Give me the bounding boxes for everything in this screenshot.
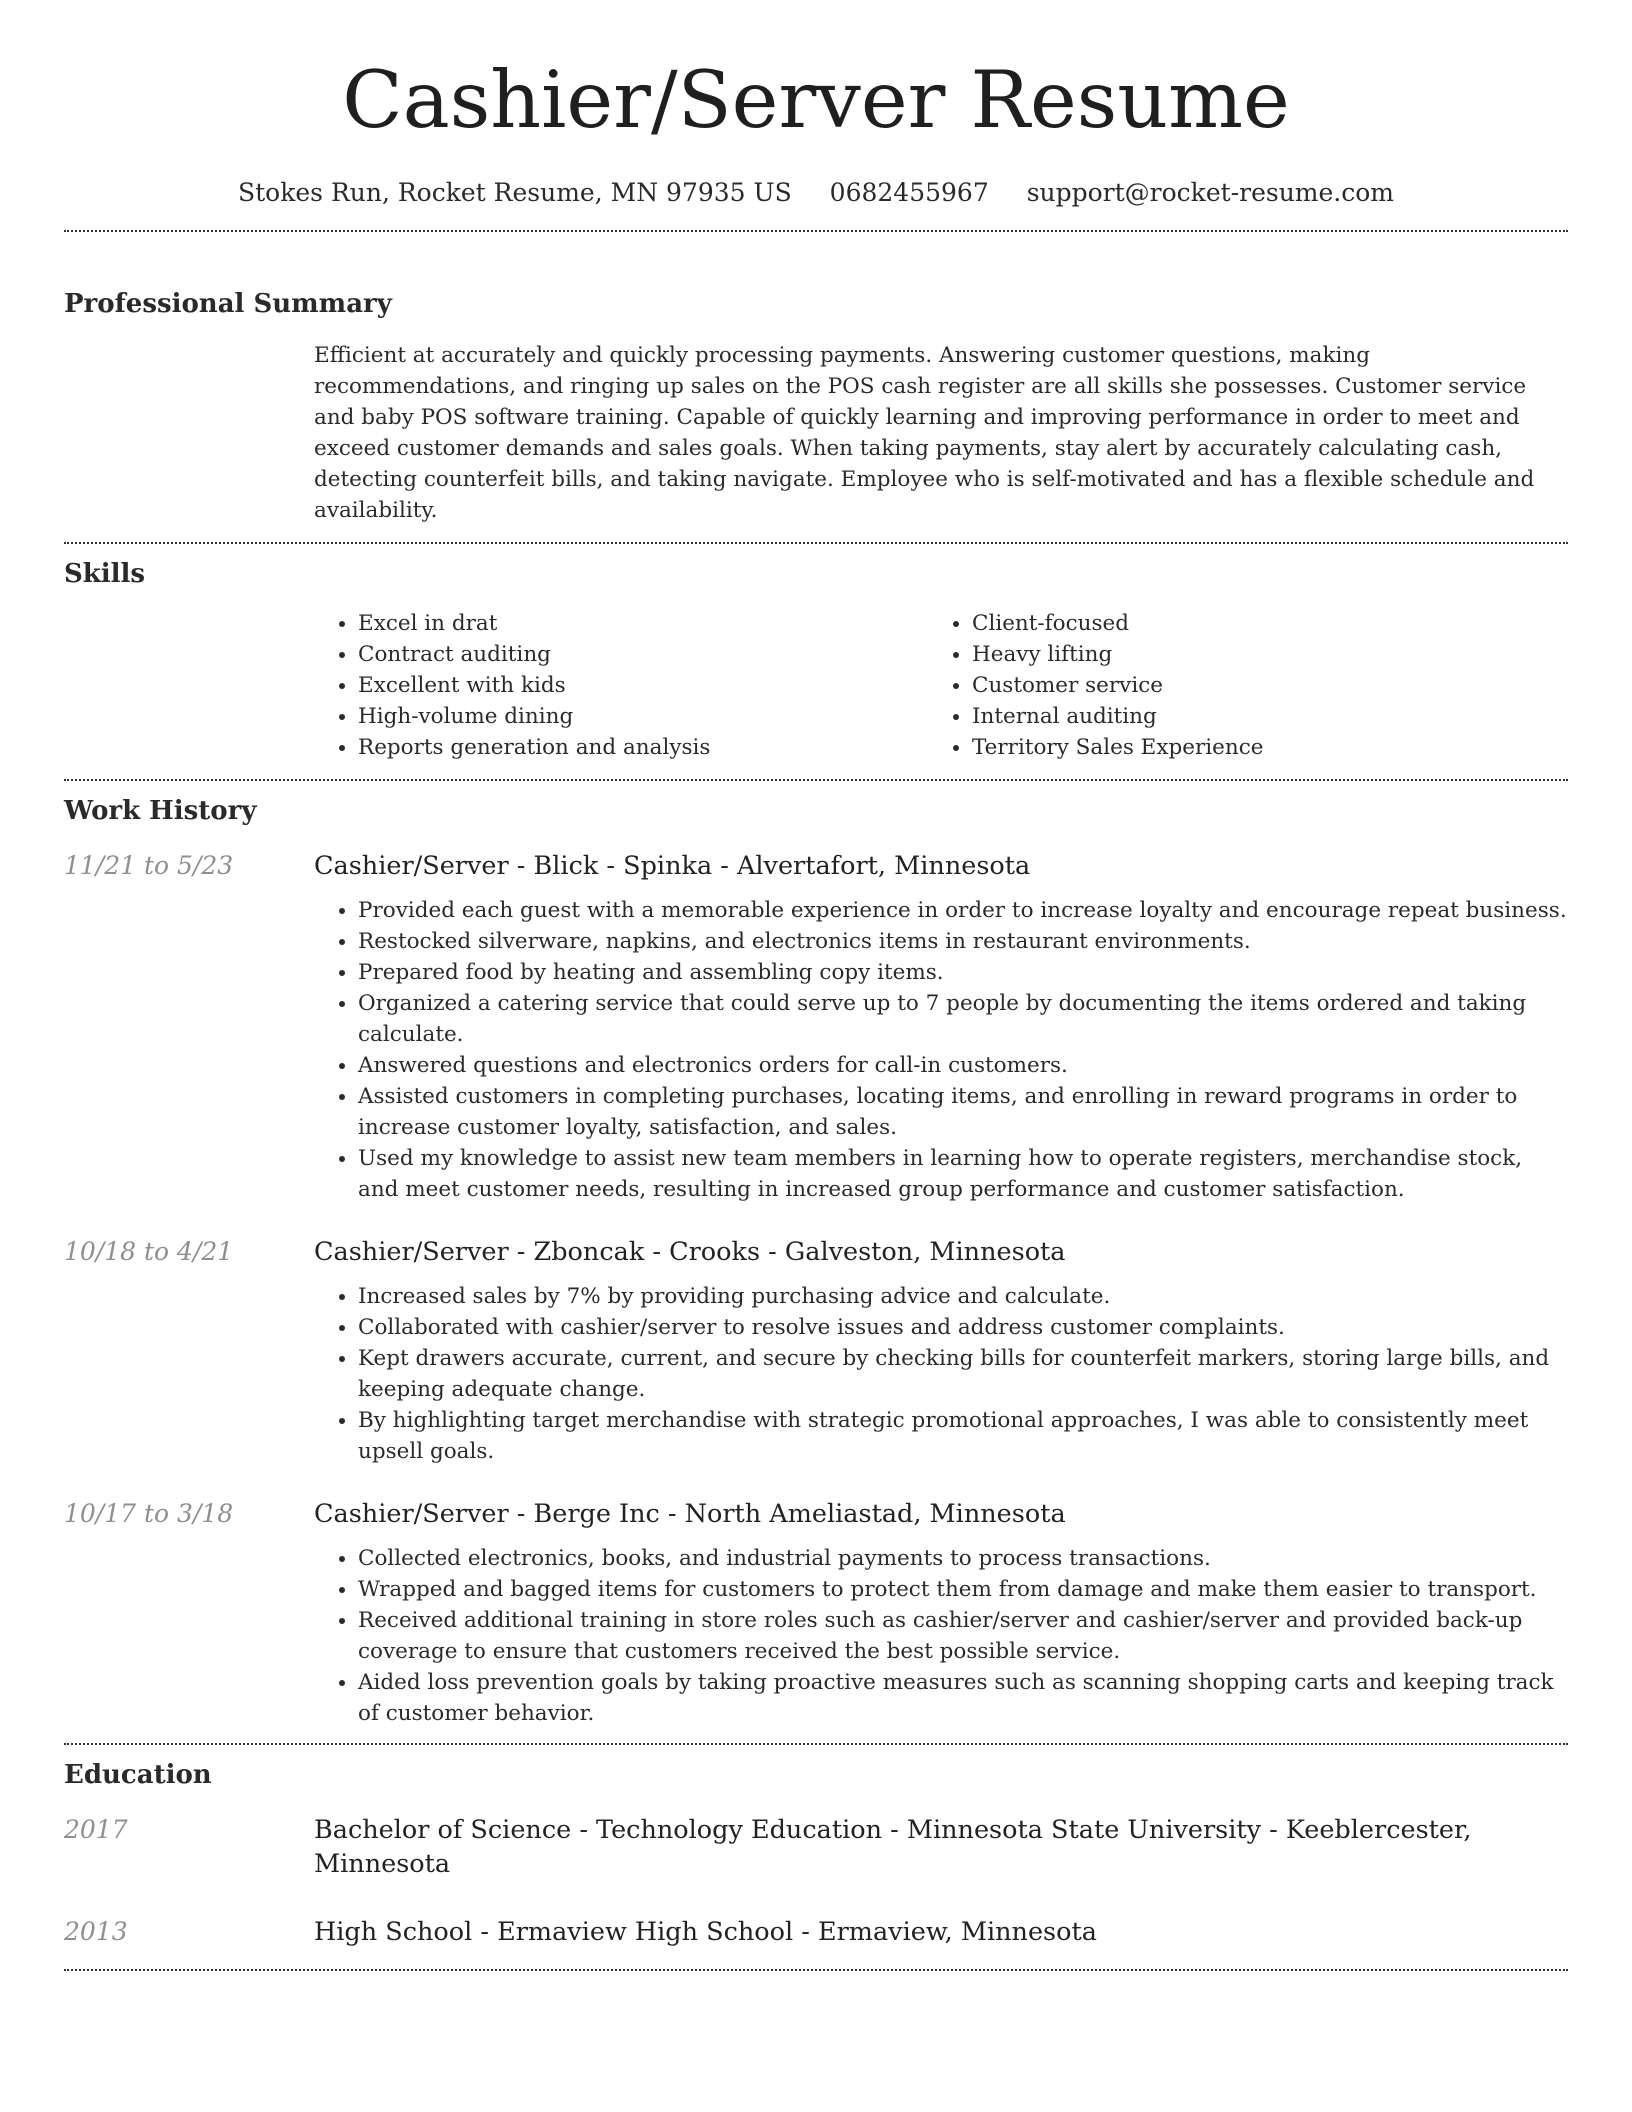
job-details [314,1281,1568,1467]
job-bullet: • Prepared food by heating and assembling copy items. [358,957,1568,988]
contact-email: support@rocket-resume.com [1026,178,1394,207]
job-dates: 10/18 to 4/21 [64,1237,234,1266]
job-title: Cashier/Server - Blick - Spinka - Alvertafort, Minnesota [314,851,1031,881]
job-bullets [314,1543,1568,1729]
job-bullet: • Organized a catering service that could serve up to 7 people by documenting the items ordered and taking calculate. [358,988,1568,1050]
job-bullet: • Kept drawers accurate, current, and secure by checking bills for counterfeit markers, storing large bills, and keeping adequate change. [358,1343,1568,1405]
education-detail: High School - Ermaview High School - Ermaview, Minnesota [314,1917,1097,1947]
job-bullet: • Collaborated with cashier/server to resolve issues and address customer complaints. [358,1312,1568,1343]
job-bullets [314,895,1568,1205]
job-header [64,1497,1568,1531]
divider [64,1969,1568,1971]
work-section [64,793,1568,1729]
job-header [64,1235,1568,1269]
education-section [64,1757,1568,1949]
job-entry [64,849,1568,1205]
education-year: 2017 [64,1815,128,1844]
skill-item: • Customer service [972,670,1542,701]
summary-section [64,286,1568,526]
job-bullet: • Received additional training in store roles such as cashier/server and cashier/server and provided back-up coverage to ensure that customers received the best possible service. [358,1605,1568,1667]
job-bullet: • Restocked silverware, napkins, and electronics items in restaurant environments. [358,926,1568,957]
contact-address: Stokes Run, Rocket Resume, MN 97935 US [238,178,792,207]
job-bullets [314,1281,1568,1467]
education-year: 2013 [64,1917,128,1946]
skill-item: • Excel in drat [358,608,928,639]
divider [64,779,1568,781]
work-heading: Work History [64,796,257,826]
skill-item: • Territory Sales Experience [972,732,1542,763]
education-entry [64,1915,1568,1949]
education-entry [64,1813,1568,1881]
skill-item: • Reports generation and analysis [358,732,928,763]
skills-list-left [314,608,928,763]
contact-line [64,176,1568,210]
resume-title: Cashier/Server Resume [342,54,1290,146]
skill-item: • Contract auditing [358,639,928,670]
job-title: Cashier/Server - Zboncak - Crooks - Galveston, Minnesota [314,1237,1066,1267]
skill-item: • Client-focused [972,608,1542,639]
skills-list-right [928,608,1542,763]
job-bullet: • Collected electronics, books, and industrial payments to process transactions. [358,1543,1568,1574]
job-bullet: • Aided loss prevention goals by taking proactive measures such as scanning shopping carts and keeping track of customer behavior. [358,1667,1568,1729]
job-dates: 11/21 to 5/23 [64,851,234,880]
job-title: Cashier/Server - Berge Inc - North Ameliastad, Minnesota [314,1499,1066,1529]
job-bullet: • Assisted customers in completing purchases, locating items, and enrolling in reward programs in order to increase customer loyalty, satisfaction, and sales. [358,1081,1568,1143]
job-bullet: • Provided each guest with a memorable experience in order to increase loyalty and encourage repeat business. [358,895,1568,926]
job-bullet: • Increased sales by 7% by providing purchasing advice and calculate. [358,1281,1568,1312]
contact-phone: 0682455967 [829,178,989,207]
job-bullet: • Wrapped and bagged items for customers to protect them from damage and make them easier to transport. [358,1574,1568,1605]
education-detail: Bachelor of Science - Technology Education - Minnesota State University - Keeblercester, Minnesota [314,1815,1472,1879]
job-bullet: • Used my knowledge to assist new team members in learning how to operate registers, merchandise stock, and meet customer needs, resulting in increased group performance and customer satisfaction. [358,1143,1568,1205]
job-details [314,895,1568,1205]
job-entry [64,1497,1568,1729]
skills-section [64,556,1568,763]
skills-heading: Skills [64,559,146,589]
skill-item: • High-volume dining [358,701,928,732]
divider [64,1743,1568,1745]
skill-item: • Excellent with kids [358,670,928,701]
education-heading: Education [64,1760,212,1790]
job-header [64,849,1568,883]
skill-item: • Internal auditing [972,701,1542,732]
job-bullet: • By highlighting target merchandise with strategic promotional approaches, I was able to consistently meet upsell goals. [358,1405,1568,1467]
job-dates: 10/17 to 3/18 [64,1499,234,1528]
job-bullet: • Answered questions and electronics orders for call-in customers. [358,1050,1568,1081]
summary-heading: Professional Summary [64,289,392,319]
job-entry [64,1235,1568,1467]
summary-content [314,340,1568,526]
divider [64,542,1568,544]
job-details [314,1543,1568,1729]
skill-item: • Heavy lifting [972,639,1542,670]
divider [64,230,1568,232]
summary-text: Efficient at accurately and quickly processing payments. Answering customer questions, making recommendations, and ringing up sales on the POS cash register are all skills she possesses. Customer service and baby POS software training. Capable of quickly learning and improving performance in order to meet and exceed customer demands and sales goals. When taking payments, stay alert by accurately calculating cash, detecting counterfeit bills, and taking navigate. Employee who is self-motivated and has a flexible schedule and availability. [314,343,1535,523]
skills-grid [314,608,1568,763]
